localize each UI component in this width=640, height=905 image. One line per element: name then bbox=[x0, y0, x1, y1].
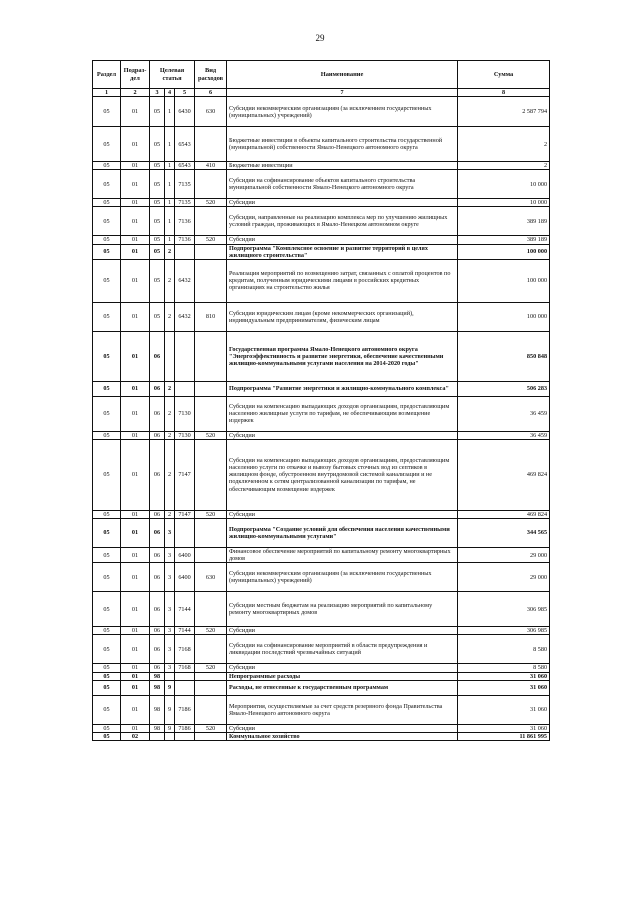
index-cell: 7 bbox=[227, 89, 458, 97]
cell-sum: 8 580 bbox=[458, 664, 550, 672]
cell-sum: 10 000 bbox=[458, 170, 550, 199]
cell-razdel: 05 bbox=[93, 664, 121, 672]
cell-target-3: 6400 bbox=[175, 548, 195, 563]
cell-target-3 bbox=[175, 680, 195, 695]
cell-podrazdel: 01 bbox=[121, 199, 150, 207]
cell-target-2: 9 bbox=[165, 695, 175, 724]
cell-target-2 bbox=[165, 732, 175, 740]
cell-razdel: 05 bbox=[93, 592, 121, 627]
header-summa: Сумма bbox=[458, 61, 550, 89]
cell-razdel: 05 bbox=[93, 627, 121, 635]
index-cell: 2 bbox=[121, 89, 150, 97]
cell-target-3 bbox=[175, 381, 195, 396]
cell-target-2: 3 bbox=[165, 664, 175, 672]
table-row bbox=[93, 199, 550, 207]
cell-sum: 2 bbox=[458, 127, 550, 162]
cell-sum: 469 824 bbox=[458, 439, 550, 510]
index-cell: 3 bbox=[150, 89, 165, 97]
cell-podrazdel: 01 bbox=[121, 592, 150, 627]
cell-target-1 bbox=[150, 732, 165, 740]
cell-podrazdel: 01 bbox=[121, 563, 150, 592]
index-cell: 5 bbox=[175, 89, 195, 97]
header-row bbox=[93, 61, 550, 89]
cell-name: Субсидии bbox=[227, 627, 458, 635]
cell-vid: 520 bbox=[195, 627, 227, 635]
header-razdel: Раздел bbox=[93, 61, 121, 89]
cell-vid bbox=[195, 672, 227, 680]
cell-sum: 2 587 794 bbox=[458, 97, 550, 127]
cell-vid: 410 bbox=[195, 162, 227, 170]
cell-name: Субсидии некоммерческим организациям (за исключением государственных (муниципальных) учреждений) bbox=[227, 563, 458, 592]
cell-vid bbox=[195, 592, 227, 627]
cell-sum: 306 985 bbox=[458, 592, 550, 627]
cell-name: Бюджетные инвестиции в объекты капитального строительства государственной (муниципальной) собственности Ямало-Ненецкого автономного округа bbox=[227, 127, 458, 162]
cell-target-3: 6543 bbox=[175, 162, 195, 170]
table-row bbox=[93, 207, 550, 236]
cell-vid bbox=[195, 439, 227, 510]
cell-podrazdel: 01 bbox=[121, 724, 150, 732]
cell-sum: 306 985 bbox=[458, 627, 550, 635]
index-cell: 1 bbox=[93, 89, 121, 97]
cell-sum: 344 565 bbox=[458, 519, 550, 548]
cell-name: Субсидии, направленные на реализацию комплекса мер по улучшению жилищных условий граждан, проживающих в Ямало-Ненецком автономном округе bbox=[227, 207, 458, 236]
cell-sum: 850 848 bbox=[458, 331, 550, 381]
table-row bbox=[93, 672, 550, 680]
cell-name: Субсидии местным бюджетам на реализацию мероприятий по капитальному ремонту многоквартирных домов bbox=[227, 592, 458, 627]
cell-target-1: 06 bbox=[150, 396, 165, 431]
cell-name: Субсидии bbox=[227, 664, 458, 672]
cell-target-1: 06 bbox=[150, 381, 165, 396]
cell-target-2: 9 bbox=[165, 680, 175, 695]
cell-target-1: 05 bbox=[150, 259, 165, 302]
cell-target-1: 98 bbox=[150, 695, 165, 724]
cell-name: Непрограммные расходы bbox=[227, 672, 458, 680]
cell-target-2: 3 bbox=[165, 563, 175, 592]
cell-name: Коммунальное хозяйство bbox=[227, 732, 458, 740]
table-row bbox=[93, 236, 550, 244]
cell-target-3: 7144 bbox=[175, 592, 195, 627]
table-row bbox=[93, 302, 550, 331]
cell-target-2: 1 bbox=[165, 199, 175, 207]
cell-target-1: 06 bbox=[150, 548, 165, 563]
cell-target-2: 2 bbox=[165, 259, 175, 302]
cell-sum: 389 189 bbox=[458, 236, 550, 244]
cell-target-3 bbox=[175, 519, 195, 548]
cell-name: Субсидии bbox=[227, 199, 458, 207]
index-cell: 8 bbox=[458, 89, 550, 97]
cell-podrazdel: 01 bbox=[121, 396, 150, 431]
cell-target-2: 2 bbox=[165, 510, 175, 518]
table-row bbox=[93, 732, 550, 740]
cell-target-3: 7136 bbox=[175, 207, 195, 236]
cell-name: Государственная программа Ямало-Ненецкого автономного округа "Энергоэффективность и развитие энергетики, обеспечение качественными жилищно-коммунальными услугами населения на 2014-2020 годы" bbox=[227, 331, 458, 381]
cell-target-3: 7136 bbox=[175, 236, 195, 244]
cell-target-2: 2 bbox=[165, 439, 175, 510]
cell-name: Субсидии bbox=[227, 431, 458, 439]
cell-sum: 31 060 bbox=[458, 695, 550, 724]
cell-razdel: 05 bbox=[93, 236, 121, 244]
table-row bbox=[93, 331, 550, 381]
index-row bbox=[93, 89, 550, 97]
budget-table bbox=[92, 60, 550, 741]
cell-sum: 100 000 bbox=[458, 302, 550, 331]
cell-podrazdel: 01 bbox=[121, 162, 150, 170]
cell-razdel: 05 bbox=[93, 510, 121, 518]
cell-target-3: 7186 bbox=[175, 695, 195, 724]
table-row bbox=[93, 162, 550, 170]
table-body bbox=[93, 97, 550, 741]
cell-sum: 29 000 bbox=[458, 563, 550, 592]
page-number: 29 bbox=[315, 33, 325, 43]
table-row bbox=[93, 381, 550, 396]
cell-podrazdel: 01 bbox=[121, 635, 150, 664]
table-row bbox=[93, 724, 550, 732]
cell-target-1: 05 bbox=[150, 97, 165, 127]
cell-podrazdel: 01 bbox=[121, 548, 150, 563]
table-row bbox=[93, 97, 550, 127]
cell-podrazdel: 01 bbox=[121, 207, 150, 236]
table-row bbox=[93, 510, 550, 518]
index-cell: 6 bbox=[195, 89, 227, 97]
cell-sum: 11 861 995 bbox=[458, 732, 550, 740]
cell-vid bbox=[195, 207, 227, 236]
cell-target-1: 06 bbox=[150, 439, 165, 510]
cell-podrazdel: 01 bbox=[121, 97, 150, 127]
cell-podrazdel: 01 bbox=[121, 259, 150, 302]
cell-target-3: 7130 bbox=[175, 396, 195, 431]
table-row bbox=[93, 563, 550, 592]
cell-vid bbox=[195, 732, 227, 740]
cell-target-1: 98 bbox=[150, 724, 165, 732]
cell-razdel: 05 bbox=[93, 207, 121, 236]
cell-target-3: 7130 bbox=[175, 431, 195, 439]
cell-podrazdel: 01 bbox=[121, 381, 150, 396]
cell-target-1: 06 bbox=[150, 627, 165, 635]
cell-target-1: 06 bbox=[150, 664, 165, 672]
cell-name: Субсидии bbox=[227, 724, 458, 732]
cell-sum: 31 060 bbox=[458, 724, 550, 732]
cell-target-2 bbox=[165, 331, 175, 381]
cell-razdel: 05 bbox=[93, 396, 121, 431]
header-podrazdel: Подраз-дел bbox=[121, 61, 150, 89]
cell-razdel: 05 bbox=[93, 259, 121, 302]
cell-target-1: 05 bbox=[150, 162, 165, 170]
cell-target-3: 6432 bbox=[175, 259, 195, 302]
cell-name: Бюджетные инвестиции bbox=[227, 162, 458, 170]
cell-podrazdel: 02 bbox=[121, 732, 150, 740]
cell-target-2: 1 bbox=[165, 97, 175, 127]
cell-podrazdel: 01 bbox=[121, 302, 150, 331]
cell-target-3: 7147 bbox=[175, 439, 195, 510]
cell-razdel: 05 bbox=[93, 127, 121, 162]
cell-target-2: 2 bbox=[165, 244, 175, 259]
cell-sum: 36 459 bbox=[458, 431, 550, 439]
cell-target-2: 3 bbox=[165, 627, 175, 635]
cell-sum: 31 060 bbox=[458, 680, 550, 695]
cell-razdel: 05 bbox=[93, 695, 121, 724]
cell-vid bbox=[195, 548, 227, 563]
cell-podrazdel: 01 bbox=[121, 127, 150, 162]
cell-podrazdel: 01 bbox=[121, 439, 150, 510]
cell-razdel: 05 bbox=[93, 302, 121, 331]
table-row bbox=[93, 127, 550, 162]
header-vid: Вид расходов bbox=[195, 61, 227, 89]
cell-sum: 8 580 bbox=[458, 635, 550, 664]
cell-podrazdel: 01 bbox=[121, 664, 150, 672]
cell-target-3: 7168 bbox=[175, 664, 195, 672]
cell-vid: 520 bbox=[195, 431, 227, 439]
table-row bbox=[93, 695, 550, 724]
cell-razdel: 05 bbox=[93, 97, 121, 127]
cell-target-2: 2 bbox=[165, 396, 175, 431]
table-row bbox=[93, 431, 550, 439]
cell-target-3: 6543 bbox=[175, 127, 195, 162]
cell-target-3 bbox=[175, 244, 195, 259]
cell-target-1: 05 bbox=[150, 207, 165, 236]
cell-vid: 810 bbox=[195, 302, 227, 331]
cell-name: Подпрограмма "Развитие энергетики и жилищно-коммунального комплекса" bbox=[227, 381, 458, 396]
header-naim: Наименование bbox=[227, 61, 458, 89]
cell-target-2: 2 bbox=[165, 302, 175, 331]
cell-name: Реализация мероприятий по возмещению затрат, связанных с оплатой процентов по кредитам, полученным юридическими лицами в российских кредитных организациях на строительство жилья bbox=[227, 259, 458, 302]
cell-target-3: 6432 bbox=[175, 302, 195, 331]
cell-vid bbox=[195, 244, 227, 259]
cell-target-1: 06 bbox=[150, 431, 165, 439]
cell-target-2: 2 bbox=[165, 381, 175, 396]
cell-name: Подпрограмма "Комплексное освоение и развитие территорий в целях жилищного строительства" bbox=[227, 244, 458, 259]
cell-podrazdel: 01 bbox=[121, 431, 150, 439]
table-row bbox=[93, 680, 550, 695]
cell-vid bbox=[195, 635, 227, 664]
cell-target-3 bbox=[175, 672, 195, 680]
cell-target-3: 6400 bbox=[175, 563, 195, 592]
cell-target-2: 2 bbox=[165, 431, 175, 439]
cell-razdel: 05 bbox=[93, 672, 121, 680]
cell-target-1: 05 bbox=[150, 244, 165, 259]
cell-sum: 10 000 bbox=[458, 199, 550, 207]
cell-target-1: 06 bbox=[150, 510, 165, 518]
cell-name: Субсидии bbox=[227, 236, 458, 244]
cell-name: Субсидии некоммерческим организациям (за исключением государственных (муниципальных) учреждений) bbox=[227, 97, 458, 127]
table-row bbox=[93, 519, 550, 548]
cell-razdel: 05 bbox=[93, 431, 121, 439]
cell-vid: 520 bbox=[195, 199, 227, 207]
cell-sum: 469 824 bbox=[458, 510, 550, 518]
cell-vid: 630 bbox=[195, 97, 227, 127]
cell-target-2: 1 bbox=[165, 207, 175, 236]
cell-target-1: 05 bbox=[150, 170, 165, 199]
cell-razdel: 05 bbox=[93, 724, 121, 732]
table-row bbox=[93, 170, 550, 199]
cell-target-3: 7186 bbox=[175, 724, 195, 732]
table-row bbox=[93, 548, 550, 563]
cell-vid bbox=[195, 170, 227, 199]
cell-target-1: 06 bbox=[150, 519, 165, 548]
cell-razdel: 05 bbox=[93, 680, 121, 695]
cell-podrazdel: 01 bbox=[121, 244, 150, 259]
cell-target-3: 7144 bbox=[175, 627, 195, 635]
cell-razdel: 05 bbox=[93, 199, 121, 207]
cell-target-2: 3 bbox=[165, 548, 175, 563]
cell-vid bbox=[195, 127, 227, 162]
table-row bbox=[93, 627, 550, 635]
cell-podrazdel: 01 bbox=[121, 672, 150, 680]
cell-target-3 bbox=[175, 331, 195, 381]
cell-vid: 630 bbox=[195, 563, 227, 592]
cell-vid: 520 bbox=[195, 510, 227, 518]
cell-name: Подпрограмма "Создание условий для обеспечения населения качественными жилищно-коммунальными услугами" bbox=[227, 519, 458, 548]
cell-razdel: 05 bbox=[93, 519, 121, 548]
cell-sum: 506 283 bbox=[458, 381, 550, 396]
cell-sum: 36 459 bbox=[458, 396, 550, 431]
table-row bbox=[93, 664, 550, 672]
cell-sum: 29 000 bbox=[458, 548, 550, 563]
cell-name: Субсидии на софинансирование мероприятий в области предупреждения и ликвидации последствий чрезвычайных ситуаций bbox=[227, 635, 458, 664]
cell-vid bbox=[195, 680, 227, 695]
cell-vid bbox=[195, 381, 227, 396]
cell-sum: 31 060 bbox=[458, 672, 550, 680]
cell-target-1: 05 bbox=[150, 302, 165, 331]
cell-podrazdel: 01 bbox=[121, 627, 150, 635]
cell-podrazdel: 01 bbox=[121, 519, 150, 548]
cell-target-1: 06 bbox=[150, 563, 165, 592]
cell-vid: 520 bbox=[195, 664, 227, 672]
cell-name: Субсидии на компенсацию выпадающих доходов организациям, предоставляющим населению жилищные услуги по тарифам, не обеспечивающим возмещение издержек bbox=[227, 396, 458, 431]
cell-razdel: 05 bbox=[93, 635, 121, 664]
cell-target-2: 3 bbox=[165, 592, 175, 627]
cell-name: Субсидии bbox=[227, 510, 458, 518]
cell-target-1: 98 bbox=[150, 672, 165, 680]
header-celevaya: Целевая статья bbox=[150, 61, 195, 89]
cell-razdel: 05 bbox=[93, 439, 121, 510]
cell-target-2: 1 bbox=[165, 236, 175, 244]
cell-sum: 389 189 bbox=[458, 207, 550, 236]
cell-target-2: 1 bbox=[165, 162, 175, 170]
cell-name: Расходы, не отнесенные к государственным программам bbox=[227, 680, 458, 695]
cell-target-1: 05 bbox=[150, 199, 165, 207]
cell-target-1: 06 bbox=[150, 635, 165, 664]
cell-target-1: 05 bbox=[150, 236, 165, 244]
table-row bbox=[93, 244, 550, 259]
cell-target-3: 7135 bbox=[175, 199, 195, 207]
cell-vid bbox=[195, 396, 227, 431]
cell-name: Субсидии на компенсацию выпадающих доходов организациям, предоставляющим населению услуги по откачке и вывозу бытовых сточных вод из септиков в жилищном фонде, обустроенном внутридомовой системой канализации и не подключенном к сетям централизованной канализации по тарифам, не обеспечивающим возмещение издержек bbox=[227, 439, 458, 510]
index-cell: 4 bbox=[165, 89, 175, 97]
table-row bbox=[93, 592, 550, 627]
cell-target-2: 1 bbox=[165, 170, 175, 199]
cell-sum: 100 000 bbox=[458, 244, 550, 259]
cell-name: Субсидии на софинансирование объектов капитального строительства муниципальной собственности Ямало-Ненецкого автономного округа bbox=[227, 170, 458, 199]
cell-podrazdel: 01 bbox=[121, 170, 150, 199]
table-row bbox=[93, 635, 550, 664]
cell-podrazdel: 01 bbox=[121, 680, 150, 695]
table-row bbox=[93, 259, 550, 302]
cell-target-3: 7135 bbox=[175, 170, 195, 199]
cell-vid bbox=[195, 259, 227, 302]
cell-vid bbox=[195, 695, 227, 724]
cell-podrazdel: 01 bbox=[121, 695, 150, 724]
cell-podrazdel: 01 bbox=[121, 510, 150, 518]
cell-razdel: 05 bbox=[93, 162, 121, 170]
table-row bbox=[93, 439, 550, 510]
cell-razdel: 05 bbox=[93, 732, 121, 740]
cell-target-2: 1 bbox=[165, 127, 175, 162]
cell-podrazdel: 01 bbox=[121, 331, 150, 381]
cell-target-3: 7168 bbox=[175, 635, 195, 664]
cell-target-2: 3 bbox=[165, 635, 175, 664]
cell-target-1: 06 bbox=[150, 331, 165, 381]
cell-razdel: 05 bbox=[93, 331, 121, 381]
cell-vid: 520 bbox=[195, 724, 227, 732]
cell-vid: 520 bbox=[195, 236, 227, 244]
cell-name: Финансовое обеспечение мероприятий по капитальному ремонту многоквартирных домов bbox=[227, 548, 458, 563]
cell-sum: 2 bbox=[458, 162, 550, 170]
cell-target-1: 05 bbox=[150, 127, 165, 162]
cell-podrazdel: 01 bbox=[121, 236, 150, 244]
cell-razdel: 05 bbox=[93, 563, 121, 592]
cell-target-2: 9 bbox=[165, 724, 175, 732]
cell-target-3: 7147 bbox=[175, 510, 195, 518]
table-row bbox=[93, 396, 550, 431]
cell-target-2 bbox=[165, 672, 175, 680]
cell-sum: 100 000 bbox=[458, 259, 550, 302]
cell-razdel: 05 bbox=[93, 548, 121, 563]
cell-target-2: 3 bbox=[165, 519, 175, 548]
cell-razdel: 05 bbox=[93, 381, 121, 396]
cell-vid bbox=[195, 331, 227, 381]
cell-name: Субсидии юридическим лицам (кроме некоммерческих организаций), индивидуальным предпринимателям, физическим лицам bbox=[227, 302, 458, 331]
cell-razdel: 05 bbox=[93, 244, 121, 259]
cell-vid bbox=[195, 519, 227, 548]
cell-target-3: 6430 bbox=[175, 97, 195, 127]
cell-target-1: 06 bbox=[150, 592, 165, 627]
cell-razdel: 05 bbox=[93, 170, 121, 199]
cell-name: Мероприятия, осуществляемые за счет средств резервного фонда Правительства Ямало-Ненецкого автономного округа bbox=[227, 695, 458, 724]
cell-target-1: 98 bbox=[150, 680, 165, 695]
cell-target-3 bbox=[175, 732, 195, 740]
